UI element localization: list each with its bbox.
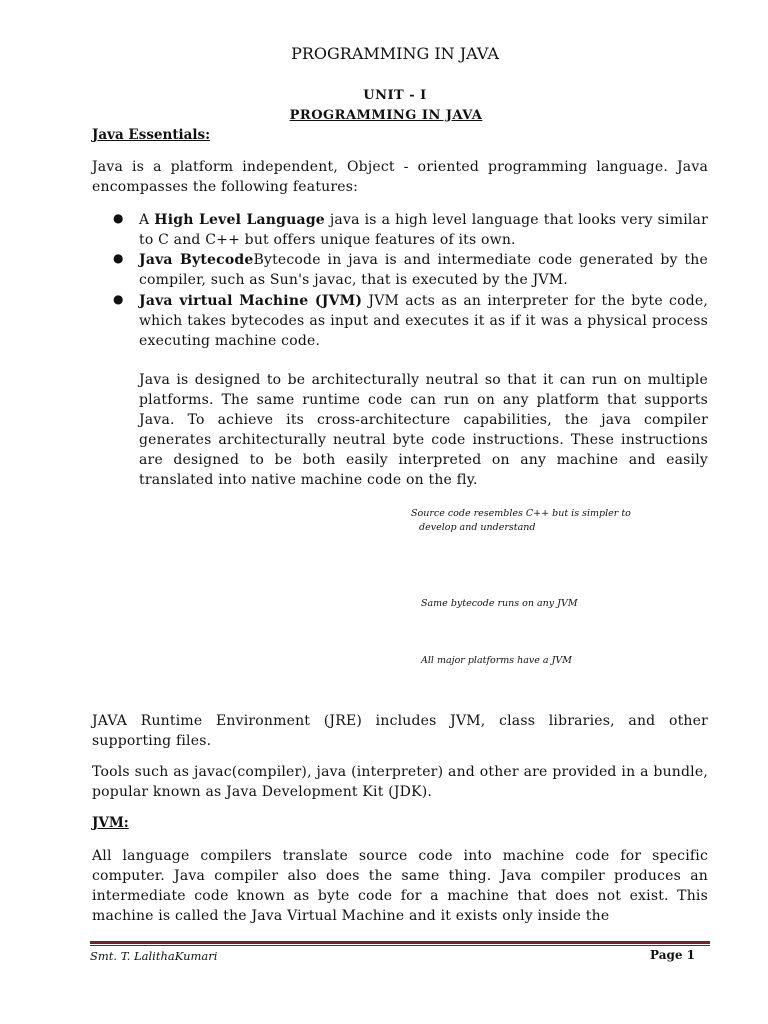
intro-paragraph: Java is a platform independent, Object - oriented programming language. Java encompasses the following features: (92, 159, 708, 195)
jre-paragraph: JAVA Runtime Environment (JRE) includes JVM, class libraries, and other supporting files. (92, 713, 708, 749)
page-number: Page 1 (650, 948, 696, 962)
unit-title: PROGRAMMING IN JAVA (289, 108, 483, 123)
section-heading-java-essentials: Java Essentials: (92, 127, 211, 143)
term-java-bytecode: Java Bytecode (139, 252, 254, 268)
footer-rule (90, 941, 710, 944)
figure-note-bytecode: Same bytecode runs on any JVM (421, 598, 578, 609)
bullet-icon: ● (113, 251, 124, 265)
footer-rule-thin (90, 945, 710, 946)
architecture-neutral-paragraph: Java is designed to be architecturally neutral so that it can run on multiple platforms. The same runtime code can run on any platform that supports Java. To achieve its cross-architecture capabilities, the java compiler generates architecturally neutral byte code instructions. These instructions are designed to be both easily interpreted on any machine and easily translated into native machine code on the fly. (139, 372, 708, 488)
jvm-paragraph: All language compilers translate source code into machine code for specific computer. Java compiler also does the same thing. Java compiler produces an intermediate code known as byte code for a machine that does not exist. This machine is called the Java Virtual Machine and it exists only inside the (92, 848, 708, 924)
tools-paragraph: Tools such as javac(compiler), java (interpreter) and other are provided in a bundle, popular known as Java Development Kit (JDK). (92, 764, 708, 800)
footer-author: Smt. T. LalithaKumari (90, 949, 218, 963)
bullet-icon: ● (113, 292, 124, 306)
term-high-level-language: High Level Language (154, 212, 325, 228)
term-jvm: Java virtual Machine (JVM) (139, 293, 363, 309)
figure-note-source-code: Source code resembles C++ but is simpler to develop and understand (411, 508, 631, 533)
section-heading-jvm: JVM: (92, 815, 129, 831)
list-item: A High Level Language java is a high level language that looks very similar to C and C++ but offers unique features of its own. (139, 212, 708, 248)
unit-label: UNIT - I (363, 88, 427, 103)
bullet-icon: ● (113, 211, 124, 225)
page-header-title: PROGRAMMING IN JAVA (291, 44, 499, 63)
list-item: Java virtual Machine (JVM) JVM acts as an interpreter for the byte code, which takes bytecodes as input and executes it as if it was a physical process executing machine code. (139, 293, 708, 349)
figure-note-platforms: All major platforms have a JVM (421, 655, 573, 666)
list-item: Java BytecodeBytecode in java is and intermediate code generated by the compiler, such as Sun's javac, that is executed by the JVM. (139, 252, 708, 288)
